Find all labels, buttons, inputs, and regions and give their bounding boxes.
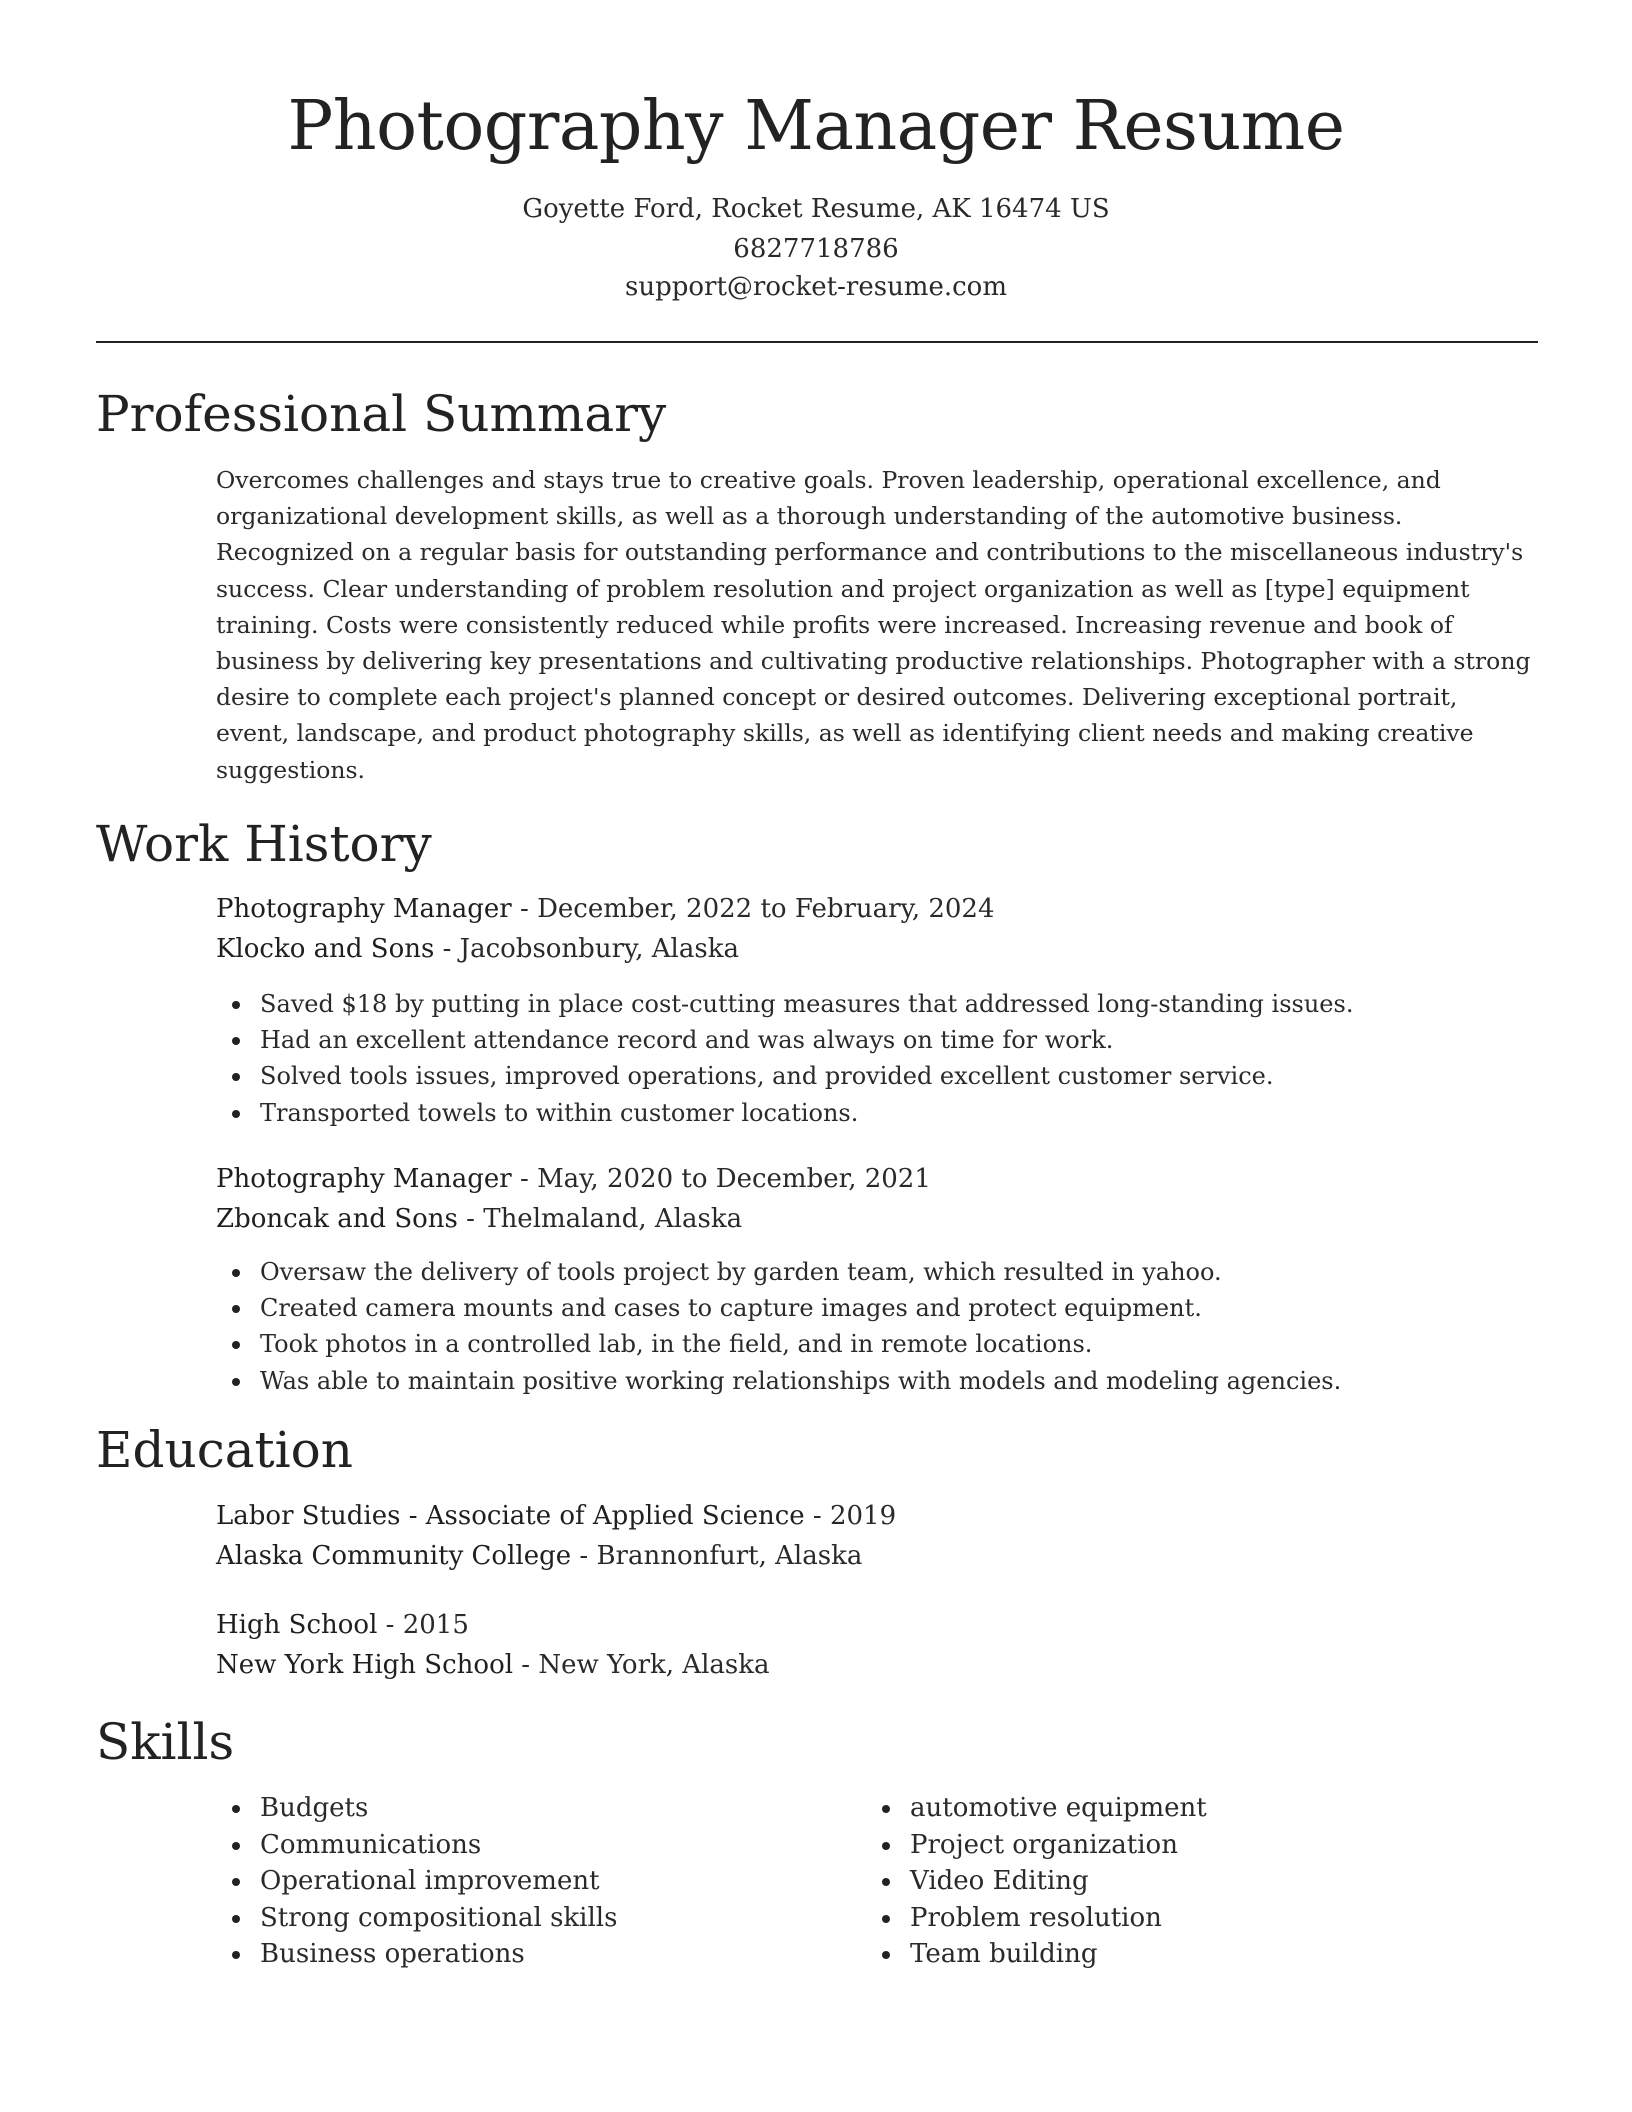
education-1-year: - 2019 [804, 1501, 897, 1531]
job-2-location: - Thelmaland, Alaska [457, 1204, 743, 1234]
list-item: Took photos in a controlled lab, in the field, and in remote locations. [216, 1326, 1341, 1362]
list-item: Strong compositional skills [216, 1900, 617, 1937]
job-2-bullets [216, 1254, 1341, 1399]
summary-text: Overcomes challenges and stays true to creative goals. Proven leadership, operational excellence, and organizational development skills, as well as a thorough understanding of the automotive business. Recognized on a regular basis for outstanding performance and contributions to the miscellaneous industry's success. Clear understanding of problem resolution and project organization as well as [type] equipment training. Costs were consistently reduced while profits were increased. Increasing revenue and book of business by delivering key presentations and cultivating productive relationships. Photographer with a strong desire to complete each project's planned concept or desired outcomes. Delivering exceptional portrait, event, landscape, and product photography skills, as well as identifying client needs and making creative suggestions. [216, 466, 1531, 784]
job-1-location: - Jacobsonbury, Alaska [434, 934, 739, 964]
summary-heading: Professional Summary [96, 385, 667, 443]
job-2-company: Zboncak and Sons [216, 1204, 458, 1234]
education-1-degree-line [216, 1499, 896, 1533]
job-1-company-line [216, 932, 739, 966]
education-1-degree: Labor Studies - Associate of Applied Science [216, 1501, 805, 1531]
job-1-bullets [216, 986, 1353, 1131]
contact-email: support@rocket-resume.com [624, 272, 1007, 302]
job-2-company-line [216, 1202, 742, 1236]
resume-title: Photography Manager Resume [287, 87, 1345, 166]
job-2-title: Photography Manager [216, 1164, 512, 1194]
list-item: Project organization [866, 1827, 1207, 1864]
education-2-degree: High School [216, 1610, 378, 1640]
list-item: Operational improvement [216, 1863, 617, 1900]
job-2-dates: - May, 2020 to December, 2021 [511, 1164, 931, 1194]
education-1-school-line [216, 1539, 862, 1573]
list-item: automotive equipment [866, 1790, 1207, 1827]
list-item: Solved tools issues, improved operations, and provided excellent customer service. [216, 1058, 1353, 1094]
list-item: Communications [216, 1827, 617, 1864]
list-item: Budgets [216, 1790, 617, 1827]
work-history-heading: Work History [96, 815, 432, 873]
job-2-title-line [216, 1162, 931, 1196]
contact-phone: 6827718786 [733, 234, 899, 264]
job-1-company: Klocko and Sons [216, 934, 435, 964]
skills-heading: Skills [96, 1713, 235, 1771]
contact-address: Goyette Ford, Rocket Resume, AK 16474 US [522, 194, 1110, 224]
education-1-location: - Brannonfurt, Alaska [571, 1541, 863, 1571]
education-2-school-line [216, 1648, 769, 1682]
list-item: Problem resolution [866, 1900, 1207, 1937]
list-item: Transported towels to within customer locations. [216, 1095, 1353, 1131]
education-1-school: Alaska Community College [216, 1541, 572, 1571]
list-item: Business operations [216, 1936, 617, 1973]
education-2-school: New York High School [216, 1650, 514, 1680]
education-2-location: - New York, Alaska [513, 1650, 770, 1680]
skills-list-left [216, 1790, 617, 1973]
list-item: Oversaw the delivery of tools project by garden team, which resulted in yahoo. [216, 1254, 1341, 1290]
job-1-title: Photography Manager [216, 894, 512, 924]
job-1-title-line [216, 892, 995, 926]
list-item: Created camera mounts and cases to capture images and protect equipment. [216, 1290, 1341, 1326]
skills-list-right [866, 1790, 1207, 1973]
education-heading: Education [96, 1421, 353, 1479]
education-2-degree-line [216, 1608, 469, 1642]
list-item: Had an excellent attendance record and was always on time for work. [216, 1022, 1353, 1058]
list-item: Video Editing [866, 1863, 1207, 1900]
list-item: Team building [866, 1936, 1207, 1973]
header-divider [96, 341, 1538, 343]
list-item: Was able to maintain positive working relationships with models and modeling agencies. [216, 1363, 1341, 1399]
job-1-dates: - December, 2022 to February, 2024 [511, 894, 995, 924]
education-2-year: - 2015 [377, 1610, 469, 1640]
list-item: Saved $18 by putting in place cost-cutting measures that addressed long-standing issues. [216, 986, 1353, 1022]
